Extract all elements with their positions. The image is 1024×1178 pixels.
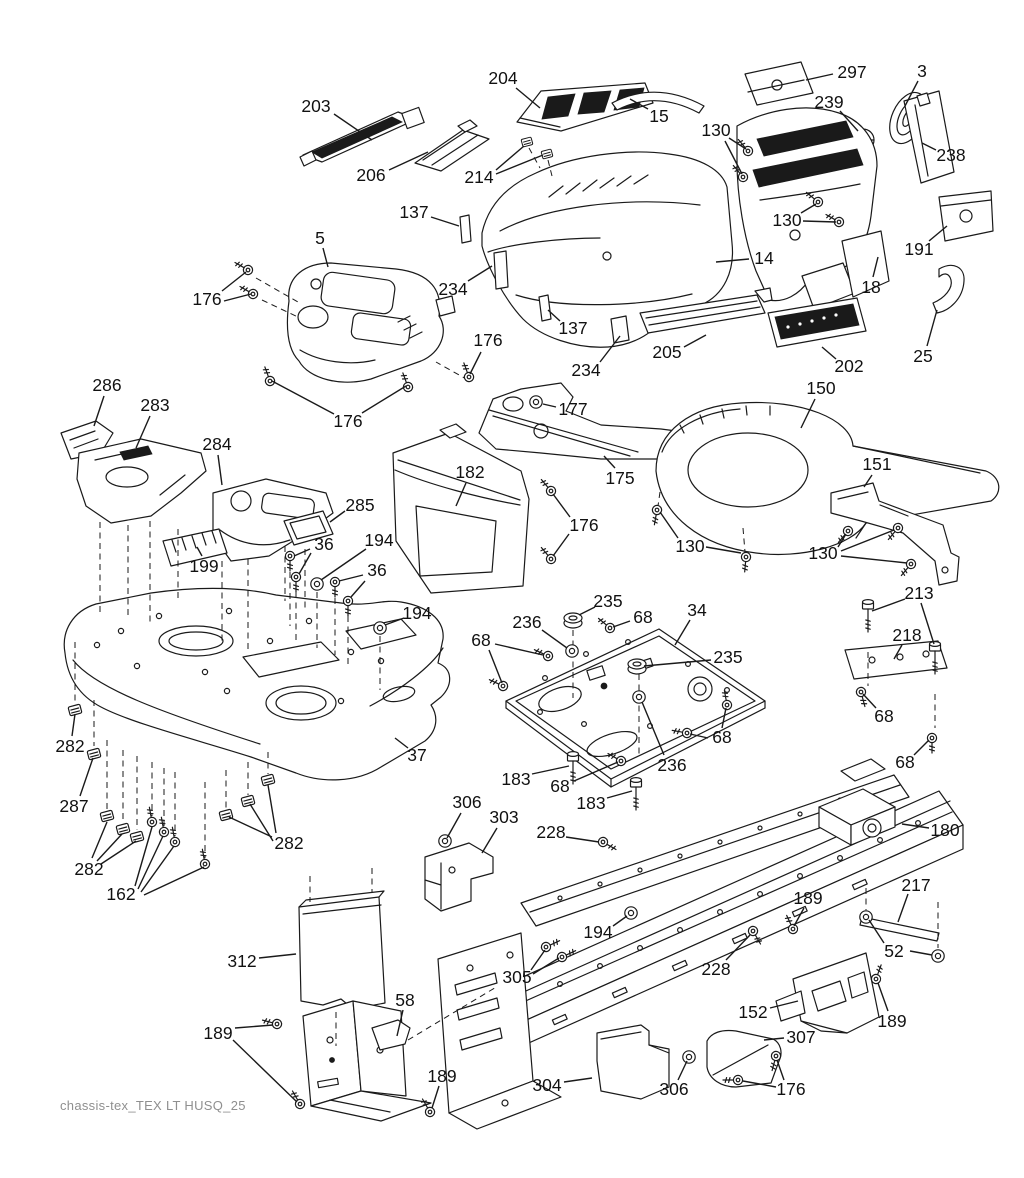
bolt-icon [631,778,642,810]
callout-label-238: 238 [936,145,966,165]
callout-label-177: 177 [558,399,588,419]
callout-label-137: 137 [558,318,588,338]
callout-label-68: 68 [712,727,732,747]
callout-label-194: 194 [402,603,432,623]
callout-label-235: 235 [593,591,623,611]
callout-label-34: 34 [687,600,707,620]
leader-line [447,813,461,838]
nut-icon [633,691,645,703]
callout-label-25: 25 [913,346,933,366]
callout-label-228: 228 [536,822,566,842]
leader-line [675,620,690,645]
part-152-guard [776,953,879,1033]
leader-line [566,837,599,842]
leader-line [684,335,706,347]
callout-label-194: 194 [364,530,394,550]
callout-label-52: 52 [884,941,904,961]
callout-label-36: 36 [367,560,387,580]
callout-label-206: 206 [356,165,386,185]
leader-line [432,1086,439,1108]
clip-icon [100,810,114,822]
callout-label-236: 236 [657,755,687,775]
nut-icon [374,622,386,634]
callout-label-218: 218 [892,625,922,645]
callout-label-287: 287 [59,796,89,816]
screw-icon [898,558,918,579]
nut-icon [530,396,542,408]
clip-icon [541,149,553,159]
callout-label-37: 37 [407,745,427,765]
leader-line [607,791,632,798]
screw-icon [740,552,751,572]
callout-label-214: 214 [464,167,494,187]
callout-label-305: 305 [502,967,532,987]
callout-label-182: 182 [455,462,485,482]
callout-label-189: 189 [427,1066,457,1086]
screw-icon [870,963,885,985]
callout-label-15: 15 [649,106,669,126]
screw-icon [168,826,180,847]
clip-icon [219,809,233,821]
callout-label-176: 176 [192,289,222,309]
callout-label-282: 282 [74,859,104,879]
callout-label-130: 130 [701,120,731,140]
screw-icon [238,283,260,301]
leader-line [218,455,222,485]
callout-label-68: 68 [550,776,570,796]
callout-label-304: 304 [532,1075,562,1095]
screw-icon [597,836,619,854]
grommet-icon [628,659,646,674]
screw-icon [487,675,509,692]
leader-line [878,983,888,1011]
leader-line [496,146,524,170]
screw-icon [330,577,339,597]
leader-line [495,644,543,655]
leader-line [268,785,276,833]
leader-line [872,599,905,611]
screw-icon [650,505,662,526]
leader-line [927,310,937,346]
callout-label-217: 217 [901,875,931,895]
screw-icon [261,1016,282,1030]
callout-label-176: 176 [333,411,363,431]
leader-line [613,621,630,627]
leader-line [101,841,136,864]
leader-line [233,1040,297,1102]
callout-label-235: 235 [713,647,743,667]
clip-icon [87,748,101,760]
part-283-fender-half [77,439,206,523]
screw-icon [291,572,300,592]
clip-icon [241,795,255,807]
callout-label-312: 312 [227,951,257,971]
leader-line [470,352,481,374]
part-150-fan-housing [656,402,999,554]
screw-icon [289,1089,307,1111]
part-303-bracket [425,843,493,911]
leader-line [660,512,678,538]
part-234-strip-b [611,316,629,343]
screw-icon [927,733,936,753]
leader-line [224,294,251,301]
part-137-strip-a [460,215,471,243]
callout-label-189: 189 [877,1011,907,1031]
callout-label-58: 58 [395,990,415,1010]
leader-line [72,714,75,736]
leader-line [532,766,569,774]
leader-line [921,603,934,644]
screw-icon [419,1097,437,1119]
callout-label-228: 228 [701,959,731,979]
clip-icon [130,831,144,843]
part-25-bracket [933,265,964,313]
leader-line [259,954,296,958]
leader-line [272,381,334,414]
nut-icon [683,1051,695,1063]
clip-icon [261,774,275,786]
callout-label-306: 306 [659,1079,689,1099]
callout-label-202: 202 [834,356,864,376]
leader-line [144,867,204,895]
part-234-strip-a [494,251,508,289]
callout-label-176: 176 [473,330,503,350]
leader-line [898,894,908,922]
screw-icon [285,551,294,571]
callout-label-189: 189 [793,888,823,908]
callout-label-199: 199 [189,556,219,576]
leader-line [803,221,836,222]
callout-label-297: 297 [837,62,867,82]
part-202-sill-strip [768,298,866,347]
leader-line [80,758,93,796]
part-297-cover [745,62,813,105]
screw-icon [261,365,276,387]
callout-label-14: 14 [754,248,774,268]
callout-label-151: 151 [862,454,892,474]
leader-line [489,650,502,683]
callout-label-68: 68 [633,607,653,627]
part-5-dash-console [287,263,455,382]
screw-icon [157,816,169,837]
callout-label-286: 286 [92,375,122,395]
callout-label-239: 239 [814,92,844,112]
leader-line [910,951,932,955]
callout-label-36: 36 [314,534,334,554]
callout-label-162: 162 [106,884,136,904]
part-206-bracket [415,120,489,171]
leader-line [235,1025,273,1028]
callout-label-130: 130 [772,210,802,230]
leader-line [564,1078,592,1082]
clip-icon [521,137,533,147]
callout-label-205: 205 [652,342,682,362]
screw-icon [596,615,617,635]
callout-label-176: 176 [776,1079,806,1099]
part-238-panel [904,91,954,183]
callout-label-234: 234 [438,279,468,299]
callout-label-284: 284 [202,434,232,454]
callout-label-204: 204 [488,68,518,88]
nut-icon [566,645,578,657]
callout-label-282: 282 [274,833,304,853]
nut-icon [625,907,637,919]
callout-label-150: 150 [806,378,836,398]
callout-label-191: 191 [904,239,934,259]
leader-line [553,494,570,517]
screw-icon [145,806,157,827]
clip-icon [116,823,130,835]
leader-line [339,575,363,581]
leader-line [141,846,174,892]
leader-line [841,556,907,563]
bolt-icon [863,600,874,632]
callout-label-68: 68 [874,706,894,726]
part-191-cover [939,191,993,241]
leader-line [777,1060,784,1080]
screw-icon [198,848,210,869]
callout-label-194: 194 [583,922,613,942]
callout-label-213: 213 [904,583,934,603]
leader-line [94,396,104,426]
callout-label-18: 18 [861,277,881,297]
callout-label-68: 68 [895,752,915,772]
leader-line [362,386,406,413]
leader-line [531,950,545,970]
nut-icon [439,835,451,847]
callout-label-180: 180 [930,820,960,840]
callout-label-152: 152 [738,1002,768,1022]
part-304-panel [597,1025,669,1099]
part-203-grille-trim [300,107,424,166]
part-204-grille [517,83,653,131]
callout-label-68: 68 [471,630,491,650]
callout-label-130: 130 [675,536,705,556]
leader-line [914,740,929,755]
callout-label-303: 303 [489,807,519,827]
leader-line [229,817,272,837]
leader-line [351,581,365,597]
callout-label-285: 285 [345,495,375,515]
nut-icon [932,950,944,962]
part-58-bracket-assembly [303,1001,431,1121]
leader-line [678,1061,687,1080]
callout-label-307: 307 [786,1027,816,1047]
leader-line [431,217,459,226]
leader-line [294,549,310,556]
figure-footer-code: chassis-tex_TEX LT HUSQ_25 [60,1098,246,1113]
leader-line [468,266,492,281]
screw-icon [855,686,869,707]
screw-icon [540,936,562,953]
screw-icon [460,361,475,383]
leader-line [250,804,273,841]
callout-label-306: 306 [452,792,482,812]
leader-line [806,74,833,80]
callout-label-3: 3 [917,61,927,81]
leader-line [553,534,569,556]
part-312-panel [299,891,385,1009]
callout-label-183: 183 [576,793,606,813]
screw-icon [538,477,558,498]
callout-label-176: 176 [569,515,599,535]
callout-label-283: 283 [140,395,170,415]
callout-label-236: 236 [512,612,542,632]
callout-label-175: 175 [605,468,635,488]
callout-label-137: 137 [399,202,429,222]
leader-line [613,916,627,926]
part-217-link-rod [860,917,939,941]
callout-label-189: 189 [203,1023,233,1043]
part-37-chassis-deck [64,588,449,780]
leader-line [482,828,497,853]
callout-label-5: 5 [315,228,325,248]
leader-line [542,630,567,648]
callout-label-234: 234 [571,360,601,380]
callout-label-183: 183 [501,769,531,789]
callout-label-130: 130 [808,543,838,563]
callout-label-203: 203 [301,96,331,116]
callout-label-282: 282 [55,736,85,756]
